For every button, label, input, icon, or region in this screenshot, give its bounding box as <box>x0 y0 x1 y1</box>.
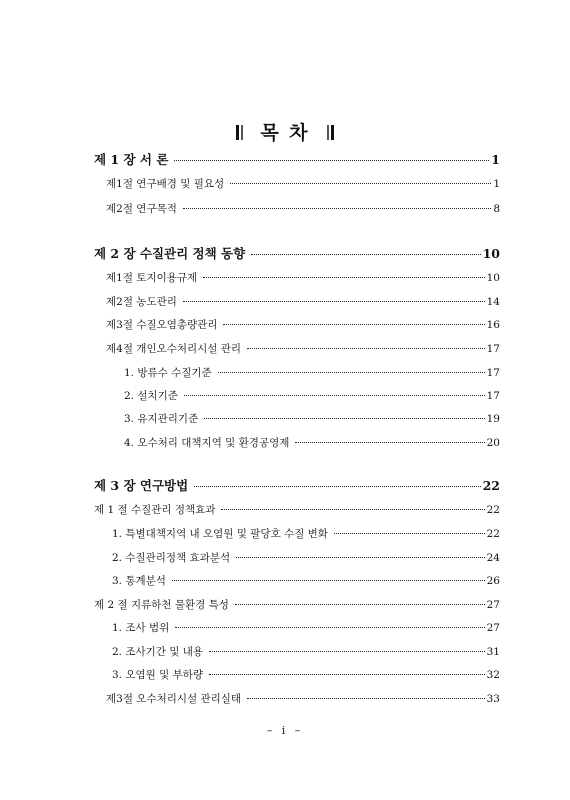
toc-entry-page-number: 27 <box>486 622 500 634</box>
toc-entry-page-number: 33 <box>486 693 500 705</box>
dot-leader <box>230 182 491 184</box>
toc-entry-label: 제3절 오수처리시설 관리실태 <box>106 693 242 705</box>
toc-entry-page-number: 14 <box>486 296 500 308</box>
toc-entry-label: 1. 방류수 수질기준 <box>124 367 212 379</box>
toc-entry-section[interactable] <box>106 177 500 191</box>
toc-entry-label: 3. 통계분석 <box>112 575 166 587</box>
toc-entry-label: 제1절 연구배경 및 필요성 <box>106 178 225 190</box>
toc-entry-section[interactable] <box>106 342 500 356</box>
toc-entry-page-number: 17 <box>486 367 500 379</box>
toc-entry-page-number: 8 <box>493 203 500 215</box>
toc-entry-page-number: 19 <box>486 413 500 425</box>
dot-leader <box>295 441 484 443</box>
toc-entry-label: 제 2 장 수질관리 정책 동향 <box>94 246 246 261</box>
toc-entry-item[interactable] <box>124 389 500 403</box>
toc-entry-label: 제 1 절 수질관리 정책효과 <box>94 504 216 516</box>
toc-entry-label: 제 2 절 지류하천 물환경 특성 <box>94 599 229 611</box>
toc-entry-page-number: 16 <box>486 319 500 331</box>
dot-leader <box>183 300 485 302</box>
toc-entry-item[interactable] <box>112 551 500 565</box>
toc-entry-page-number: 27 <box>486 599 500 611</box>
toc-entry-item[interactable] <box>112 574 500 588</box>
toc-entry-page-number: 20 <box>486 437 500 449</box>
dot-leader <box>203 276 484 278</box>
toc-entry-label: 2. 수질관리정책 효과분석 <box>112 552 231 564</box>
dot-leader <box>334 532 485 534</box>
toc-entry-page-number: 32 <box>486 669 500 681</box>
toc-entry-label: 3. 오염원 및 부하량 <box>112 669 204 681</box>
dot-leader <box>223 323 484 325</box>
toc-entry-label: 제 3 장 연구방법 <box>94 478 189 493</box>
toc-entry-page-number: 17 <box>486 390 500 402</box>
toc-entry-section[interactable] <box>106 318 500 332</box>
toc-entry-page-number: 1 <box>493 178 500 190</box>
dot-leader <box>209 650 485 652</box>
dot-leader <box>175 626 484 628</box>
toc-entry-page-number: 22 <box>486 504 500 516</box>
toc-entry-section[interactable] <box>106 295 500 309</box>
page-title-text: 목 차 <box>260 122 310 144</box>
dot-leader <box>184 394 485 396</box>
toc-entry-label: 제2절 연구목적 <box>106 203 177 215</box>
toc-entry-label: 제 1 장 서 론 <box>94 152 169 167</box>
toc-entry-page-number: 22 <box>482 478 500 493</box>
toc-entry-item[interactable] <box>124 436 500 450</box>
toc-entry-chapter[interactable] <box>94 152 500 168</box>
toc-entry-page-number: 10 <box>486 272 500 284</box>
toc-entry-item[interactable] <box>124 366 500 380</box>
dot-leader <box>221 508 484 510</box>
toc-entry-item[interactable] <box>124 412 500 426</box>
toc-entry-page-number: 24 <box>486 552 500 564</box>
toc-entry-label: 제1절 토지이용규제 <box>106 272 198 284</box>
dot-leader <box>172 579 485 581</box>
toc-entry-label: 1. 특별대책지역 내 오염원 및 팔당호 수질 변화 <box>112 528 328 540</box>
toc-entry-label: 1. 조사 범위 <box>112 622 170 634</box>
dot-leader <box>194 485 480 487</box>
dot-leader <box>247 697 485 699</box>
dot-leader <box>218 371 485 373</box>
toc-entry-page-number: 31 <box>486 646 500 658</box>
toc-entry-item[interactable] <box>112 668 500 682</box>
toc-entry-chapter[interactable] <box>94 246 500 262</box>
toc-entry-section[interactable] <box>106 202 500 216</box>
page-number-footer: – i – <box>266 724 304 737</box>
dot-leader <box>236 556 485 558</box>
toc-entry-label: 2. 조사기간 및 내용 <box>112 646 204 658</box>
dot-leader <box>235 603 485 605</box>
toc-entry-section[interactable] <box>94 598 500 612</box>
toc-entry-item[interactable] <box>112 527 500 541</box>
toc-entry-item[interactable] <box>112 621 500 635</box>
dot-leader <box>183 207 491 209</box>
toc-entry-page-number: 1 <box>491 152 500 167</box>
dot-leader <box>251 253 480 255</box>
toc-entry-label: 제3절 수질오염총량관리 <box>106 319 218 331</box>
toc-entry-page-number: 22 <box>486 528 500 540</box>
toc-entry-page-number: 10 <box>482 246 500 261</box>
dot-leader <box>204 417 484 419</box>
toc-entry-item[interactable] <box>112 645 500 659</box>
toc-entry-section[interactable] <box>106 692 500 706</box>
toc-entry-label: 2. 설치기준 <box>124 390 178 402</box>
toc-entry-chapter[interactable] <box>94 478 500 494</box>
dot-leader <box>209 673 485 675</box>
toc-entry-page-number: 17 <box>486 343 500 355</box>
toc-entry-label: 제2절 농도관리 <box>106 296 177 308</box>
toc-entry-label: 3. 유지관리기준 <box>124 413 199 425</box>
toc-entry-label: 제4절 개인오수처리시설 관리 <box>106 343 242 355</box>
toc-entry-page-number: 26 <box>486 575 500 587</box>
toc-entry-label: 4. 오수처리 대책지역 및 환경공영제 <box>124 437 290 449</box>
dot-leader <box>174 159 489 161</box>
toc-entry-section[interactable] <box>94 503 500 517</box>
toc-entry-section[interactable] <box>106 271 500 285</box>
dot-leader <box>247 347 485 349</box>
